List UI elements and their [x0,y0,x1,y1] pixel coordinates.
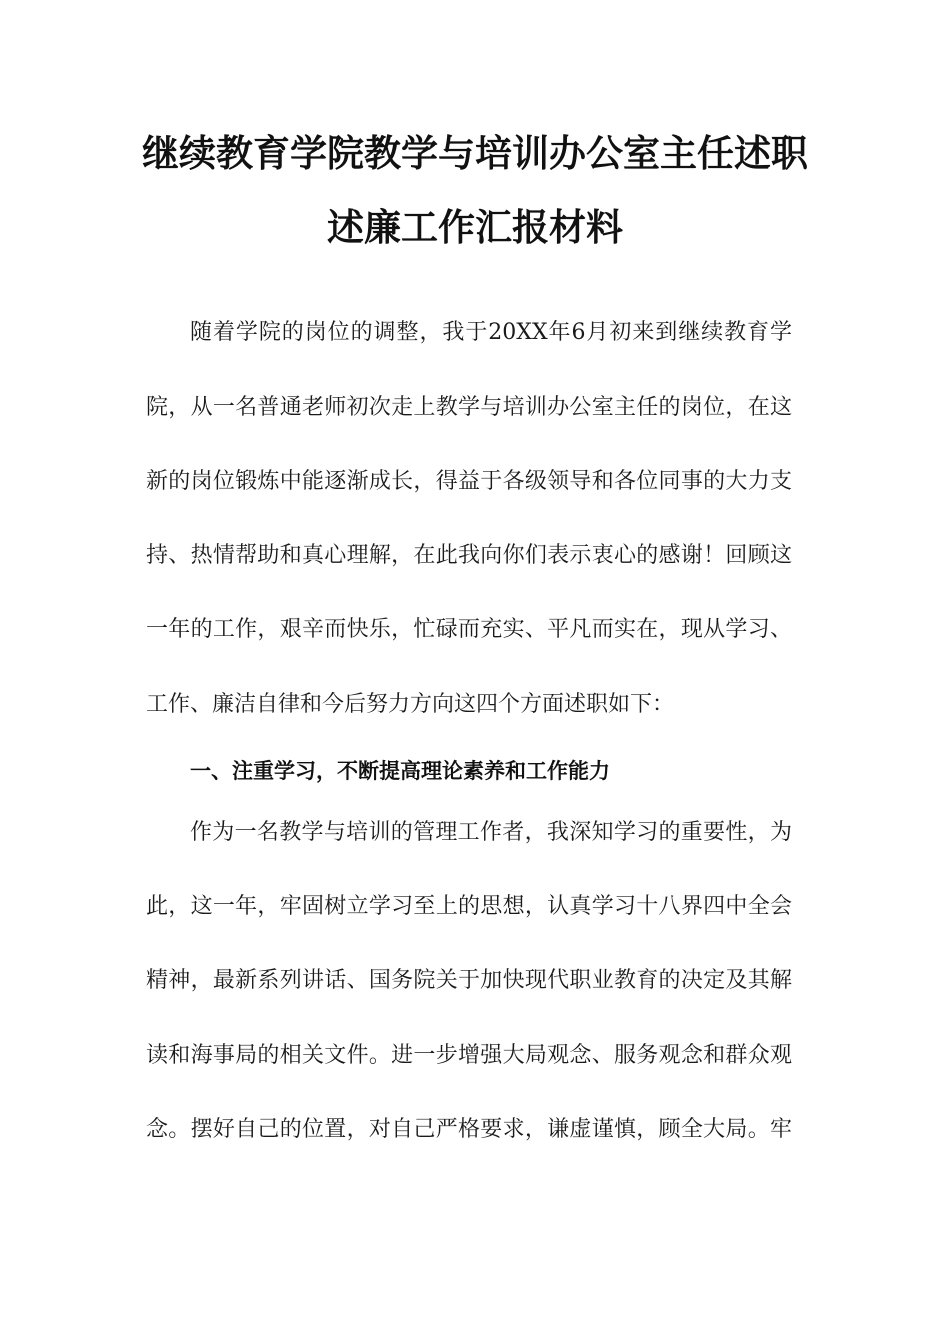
paragraph-2-line-4: 读和海事局的相关文件。进一步增强大局观念、服务观念和群众观 [146,1043,792,1068]
document-title-line-2: 述廉工作汇报材料 [327,206,623,249]
paragraph-2-line-1: 作为一名教学与培训的管理工作者，我深知学习的重要性，为 [190,820,792,845]
paragraph-1-line-6: 工作、廉洁自律和今后努力方向这四个方面述职如下： [146,692,675,717]
paragraph-1-line-1: 随着学院的岗位的调整，我于20XX年6月初来到继续教育学 [190,320,792,345]
paragraph-2-line-2: 此，这一年，牢固树立学习至上的思想，认真学习十八界四中全会 [146,894,792,919]
paragraph-2-line-5: 念。摆好自己的位置，对自己严格要求，谦虚谨慎，顾全大局。牢 [146,1117,792,1142]
paragraph-1-line-2: 院，从一名普通老师初次走上教学与培训办公室主任的岗位，在这 [146,395,792,420]
section-1-heading: 一、注重学习，不断提高理论素养和工作能力 [190,759,610,783]
paragraph-2-line-3: 精神，最新系列讲话、国务院关于加快现代职业教育的决定及其解 [146,968,792,993]
paragraph-1-line-3: 新的岗位锻炼中能逐渐成长，得益于各级领导和各位同事的大力支 [146,469,792,494]
paragraph-1-line-4: 持、热情帮助和真心理解，在此我向你们表示衷心的感谢！回顾这 [146,543,792,568]
document-title-line-1: 继续教育学院教学与培训办公室主任述职 [142,132,808,175]
paragraph-1-line-5: 一年的工作，艰辛而快乐，忙碌而充实、平凡而实在，现从学习、 [146,617,792,642]
